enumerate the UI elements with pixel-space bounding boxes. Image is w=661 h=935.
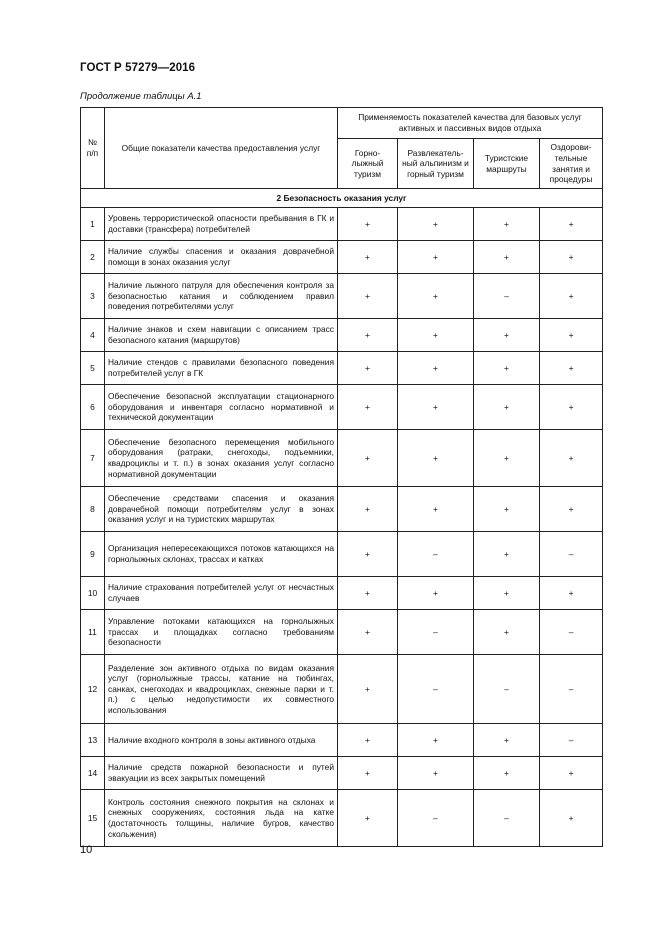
row-number: 9 [81, 532, 105, 577]
applicability-mark: + [338, 655, 398, 724]
applicability-mark: + [338, 430, 398, 487]
table-continuation-caption: Продолжение таблицы А.1 [80, 91, 202, 102]
applicability-mark: + [338, 319, 398, 352]
applicability-mark: + [398, 208, 474, 241]
applicability-mark: + [540, 790, 603, 847]
table-row [81, 385, 603, 430]
applicability-mark: + [540, 352, 603, 385]
applicability-mark: + [540, 274, 603, 319]
applicability-mark: + [474, 319, 540, 352]
table-row [81, 790, 603, 847]
applicability-mark: + [474, 241, 540, 274]
applicability-mark: + [474, 532, 540, 577]
applicability-mark: + [474, 487, 540, 532]
standard-code: ГОСТ Р 57279—2016 [80, 62, 196, 74]
applicability-mark: + [338, 790, 398, 847]
applicability-mark: + [540, 757, 603, 790]
indicator-text: Обеспечение безопасной эксплуатации стационарного оборудования и инвентаря согласно нормативной и технической документации [105, 385, 338, 430]
row-number: 8 [81, 487, 105, 532]
row-number: 10 [81, 577, 105, 610]
indicator-text: Наличие службы спасения и оказания доврачебной помощи в зонах оказания услуг [105, 241, 338, 274]
row-number: 2 [81, 241, 105, 274]
section-row [81, 189, 603, 208]
applicability-mark: + [540, 577, 603, 610]
applicability-mark: + [540, 319, 603, 352]
applicability-mark: + [474, 208, 540, 241]
applicability-mark: + [338, 757, 398, 790]
row-number: 6 [81, 385, 105, 430]
applicability-mark: + [540, 385, 603, 430]
applicability-mark: + [540, 430, 603, 487]
header-col-alpinism: Развлекатель-ный альпинизм и горный туризм [398, 139, 474, 189]
row-number: 3 [81, 274, 105, 319]
applicability-mark: – [540, 610, 603, 655]
applicability-mark: + [540, 487, 603, 532]
applicability-mark: + [398, 430, 474, 487]
indicator-text: Организация непересекающихся потоков катающихся на горнолыжных склонах, трассах и катках [105, 532, 338, 577]
applicability-mark: + [474, 757, 540, 790]
applicability-mark: – [540, 532, 603, 577]
applicability-mark: – [398, 532, 474, 577]
row-number: 7 [81, 430, 105, 487]
indicator-text: Разделение зон активного отдыха по видам оказания услуг (горнолыжные трассы, катание на тюбингах, санках, снегоходах и квадроциклах, снежные парки и т. п.) с целью недопустимости их совместного использования [105, 655, 338, 724]
indicator-text: Наличие средств пожарной безопасности и путей эвакуации из всех закрытых помещений [105, 757, 338, 790]
applicability-mark: + [540, 241, 603, 274]
page-number: 10 [80, 844, 93, 856]
applicability-mark: + [474, 430, 540, 487]
row-number: 1 [81, 208, 105, 241]
row-number: 13 [81, 724, 105, 757]
applicability-mark: + [338, 577, 398, 610]
applicability-mark: + [338, 610, 398, 655]
indicator-text: Наличие лыжного патруля для обеспечения контроля за безопасностью катания и соблюдением правил поведения потребителями услуг [105, 274, 338, 319]
applicability-mark: + [338, 532, 398, 577]
applicability-mark: + [398, 757, 474, 790]
applicability-mark: + [398, 577, 474, 610]
header-num: № п/п [81, 108, 105, 189]
header-col-ski-tourism: Горно-лыжный туризм [338, 139, 398, 189]
indicator-text: Обеспечение средствами спасения и оказания доврачебной помощи потребителям услуг в зонах оказания услуг и на туристских маршрутах [105, 487, 338, 532]
indicator-text: Наличие входного контроля в зоны активного отдыха [105, 724, 338, 757]
table-row [81, 655, 603, 724]
header-row-top [81, 108, 603, 139]
table-row [81, 724, 603, 757]
applicability-mark: – [540, 724, 603, 757]
applicability-mark: + [474, 577, 540, 610]
applicability-mark: – [474, 790, 540, 847]
indicator-text: Наличие страхования потребителей услуг от несчастных случаев [105, 577, 338, 610]
applicability-mark: + [338, 274, 398, 319]
applicability-mark: + [338, 487, 398, 532]
indicator-text: Управление потоками катающихся на горнолыжных трассах и площадках согласно требованиям безопасности [105, 610, 338, 655]
indicator-text: Наличие знаков и схем навигации с описанием трасс безопасного катания (маршрутов) [105, 319, 338, 352]
applicability-mark: – [540, 655, 603, 724]
applicability-mark: + [474, 610, 540, 655]
table-row [81, 757, 603, 790]
applicability-mark: + [474, 385, 540, 430]
table-row [81, 610, 603, 655]
applicability-mark: + [398, 724, 474, 757]
table-row [81, 577, 603, 610]
applicability-mark: + [398, 352, 474, 385]
indicator-text: Уровень террористической опасности пребывания в ГК и доставки (трансфера) потребителей [105, 208, 338, 241]
table-row [81, 319, 603, 352]
applicability-mark: + [338, 724, 398, 757]
applicability-mark: + [398, 274, 474, 319]
applicability-mark: + [338, 385, 398, 430]
applicability-mark: – [474, 274, 540, 319]
applicability-mark: + [398, 319, 474, 352]
header-indicators: Общие показатели качества предоставления услуг [105, 108, 338, 189]
applicability-mark: – [398, 655, 474, 724]
row-number: 4 [81, 319, 105, 352]
row-number: 14 [81, 757, 105, 790]
indicator-text: Наличие стендов с правилами безопасного поведения потребителей услуг в ГК [105, 352, 338, 385]
applicability-mark: + [338, 352, 398, 385]
row-number: 11 [81, 610, 105, 655]
table-row [81, 430, 603, 487]
row-number: 15 [81, 790, 105, 847]
applicability-mark: + [338, 208, 398, 241]
header-applicability: Применяемость показателей качества для базовых услуг активных и пассивных видов отдыха [338, 108, 603, 139]
indicator-text: Контроль состояния снежного покрытия на склонах и снежных сооружениях, состояния льда на катке (достаточность толщины, наличие бугров, качество скольжения) [105, 790, 338, 847]
row-number: 12 [81, 655, 105, 724]
applicability-mark: + [474, 352, 540, 385]
table-row [81, 352, 603, 385]
applicability-mark: – [398, 610, 474, 655]
header-col-health-procedures: Оздорови-тельные занятия и процедуры [540, 139, 603, 189]
table-row [81, 532, 603, 577]
table-row [81, 208, 603, 241]
applicability-mark: + [540, 208, 603, 241]
applicability-mark: – [398, 790, 474, 847]
applicability-mark: + [398, 241, 474, 274]
applicability-mark: + [398, 487, 474, 532]
table-row [81, 487, 603, 532]
quality-indicators-table [80, 107, 603, 847]
table-row [81, 274, 603, 319]
applicability-mark: + [338, 241, 398, 274]
table-row [81, 241, 603, 274]
section-title: 2 Безопасность оказания услуг [81, 189, 603, 208]
applicability-mark: + [398, 385, 474, 430]
applicability-mark: + [474, 724, 540, 757]
header-col-tourist-routes: Туристские маршруты [474, 139, 540, 189]
applicability-mark: – [474, 655, 540, 724]
indicator-text: Обеспечение безопасного перемещения мобильного оборудования (ратраки, снегоходы, подъемники, квадроциклы и т. п.) в зонах оказания услуг согласно нормативной документации [105, 430, 338, 487]
row-number: 5 [81, 352, 105, 385]
